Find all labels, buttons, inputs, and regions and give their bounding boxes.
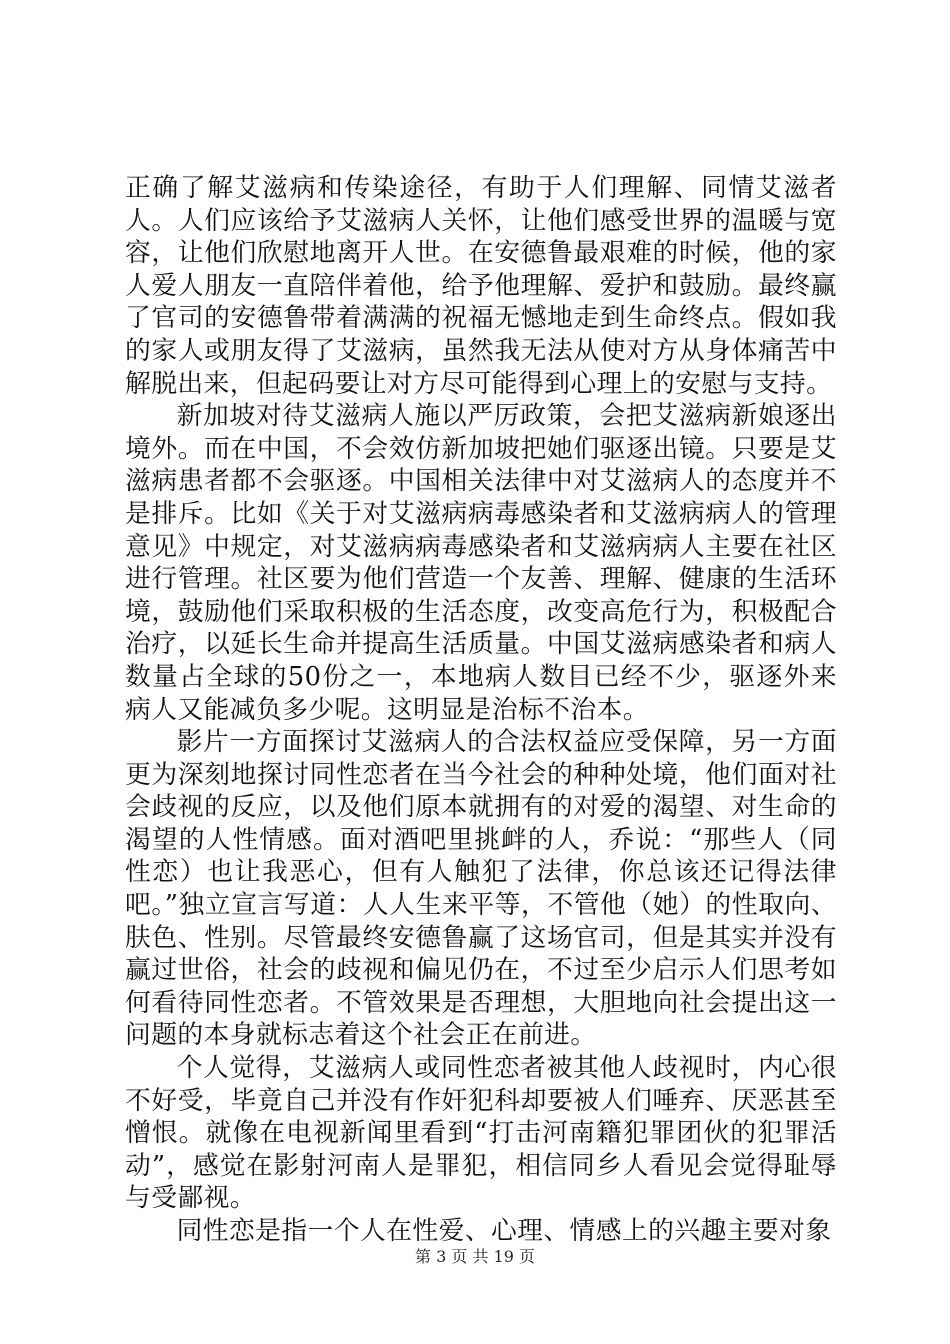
page-number-label: 第 3 页 共 19 页	[415, 1247, 535, 1266]
paragraph-2: 新加坡对待艾滋病人施以严厉政策，会把艾滋病新娘逐出境外。而在中国，不会效仿新加坡把她们驱逐出镜。只要是艾滋病患者都不会驱逐。中国相关法律中对艾滋病人的态度并不是排斥。比如《关于对艾滋病病毒感染者和艾滋病病人的管理意见》中规定，对艾滋病病毒感染者和艾滋病病人主要在社区进行管理。社区要为他们营造一个友善、理解、健康的生活环境，鼓励他们采取积极的生活态度，改变高危行为，积极配合治疗，以延长生命并提高生活质量。中国艾滋病感染者和病人数量占全球的50份之一，本地病人数目已经不少，驱逐外来病人又能减负多少呢。这明显是治标不治本。	[125, 401, 837, 725]
paragraph-4: 个人觉得，艾滋病人或同性恋者被其他人歧视时，内心很不好受，毕竟自己并没有作奸犯科却要被人们唾弃、厌恶甚至憎恨。就像在电视新闻里看到“打击河南籍犯罪团伙的犯罪活动”，感觉在影射河南人是罪犯，相信同乡人看见会觉得耻辱与受鄙视。	[125, 1053, 837, 1214]
paragraph-1: 正确了解艾滋病和传染途径，有助于人们理解、同情艾滋者人。人们应该给予艾滋病人关怀，让他们感受世界的温暖与宽容，让他们欣慰地离开人世。在安德鲁最艰难的时候，他的家人爱人朋友一直陪伴着他，给予他理解、爱护和鼓励。最终赢了官司的安德鲁带着满满的祝福无憾地走到生命终点。假如我的家人或朋友得了艾滋病，虽然我无法从使对方从身体痛苦中解脱出来，但起码要让对方尽可能得到心理上的安慰与支持。	[125, 173, 837, 399]
page-footer	[0, 1244, 950, 1267]
paragraph-5: 同性恋是指一个人在性爱、心理、情感上的兴趣主要对象	[176, 1216, 832, 1246]
paragraph-3: 影片一方面探讨艾滋病人的合法权益应受保障，另一方面更为深刻地探讨同性恋者在当今社会的种种处境，他们面对社会歧视的反应，以及他们原本就拥有的对爱的渴望、对生命的渴望的人性情感。面对酒吧里挑衅的人，乔说：“那些人（同性恋）也让我恶心，但有人触犯了法律，你总该还记得法律吧。”独立宣言写道：人人生来平等，不管他（她）的性取向、肤色、性别。尽管最终安德鲁赢了这场官司，但是其实并没有赢过世俗，社会的歧视和偏见仍在，不过至少启示人们思考如何看待同性恋者。不管效果是否理想，大胆地向社会提出这一问题的本身就标志着这个社会正在前进。	[125, 727, 837, 1051]
body-text	[125, 172, 837, 1248]
